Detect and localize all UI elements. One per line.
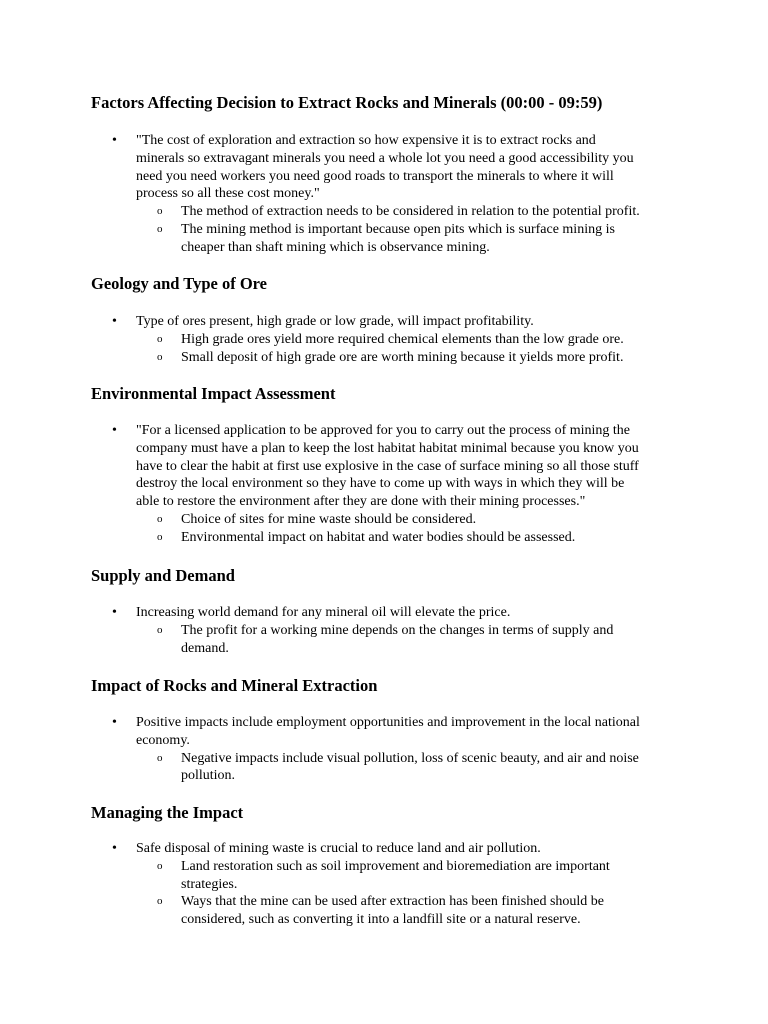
section-title: Managing the Impact bbox=[91, 803, 244, 822]
line-text: considered, such as converting it into a landfill site or a natural reserve. bbox=[181, 912, 581, 928]
list-item bbox=[0, 203, 768, 221]
list-item bbox=[0, 475, 768, 493]
line-text: Type of ores present, high grade or low grade, will impact profitability. bbox=[136, 314, 534, 329]
line-text: minerals so extravagant minerals you need a whole lot you need a good accessibility you bbox=[136, 150, 634, 166]
section-body bbox=[0, 313, 768, 366]
line-text: able to restore the environment after they are done with their mining processes." bbox=[136, 494, 586, 510]
line-text: demand. bbox=[181, 640, 229, 656]
list-item bbox=[0, 732, 768, 750]
list-item bbox=[0, 221, 768, 239]
section-body bbox=[0, 422, 768, 547]
section-title: Supply and Demand bbox=[91, 566, 235, 585]
list-item bbox=[0, 767, 768, 785]
list-item bbox=[0, 640, 768, 658]
list-item bbox=[0, 458, 768, 476]
line-text: economy. bbox=[136, 732, 190, 748]
section-body bbox=[0, 604, 768, 657]
line-text: process so all these cost money." bbox=[136, 186, 320, 202]
line-text: The profit for a working mine depends on the changes in terms of supply and bbox=[181, 622, 614, 638]
bullet-marker: • bbox=[112, 314, 117, 329]
bullet-marker: • bbox=[112, 423, 117, 438]
line-text: pollution. bbox=[181, 768, 236, 784]
list-item bbox=[0, 893, 768, 911]
section-title: Impact of Rocks and Mineral Extraction bbox=[91, 676, 378, 695]
bullet-marker: • bbox=[112, 715, 117, 730]
list-item bbox=[0, 714, 768, 732]
bullet-marker: • bbox=[112, 841, 117, 856]
line-text: Land restoration such as soil improvement and bioremediation are important bbox=[181, 858, 610, 874]
list-item bbox=[0, 840, 768, 858]
section-body bbox=[0, 714, 768, 785]
sub-bullet-marker: o bbox=[157, 350, 163, 363]
sub-bullet-marker: o bbox=[157, 205, 163, 218]
line-text: The mining method is important because open pits which is surface mining is bbox=[181, 221, 615, 237]
line-text: Ways that the mine can be used after extraction has been finished should be bbox=[181, 894, 605, 910]
section-body bbox=[0, 132, 768, 257]
line-text: "The cost of exploration and extraction so how expensive it is to extract rocks and bbox=[136, 133, 596, 148]
bullet-marker: • bbox=[112, 605, 117, 620]
list-item bbox=[0, 911, 768, 929]
line-text: Negative impacts include visual pollution, loss of scenic beauty, and air and noise bbox=[181, 750, 639, 766]
list-item bbox=[0, 493, 768, 511]
line-text: cheaper than shaft mining which is observance mining. bbox=[181, 239, 490, 255]
sub-bullet-marker: o bbox=[157, 332, 163, 345]
line-text: Environmental impact on habitat and water bodies should be assessed. bbox=[181, 529, 576, 545]
line-text: company must have a plan to keep the lost habitat habitat minimal because you know you bbox=[136, 440, 639, 456]
section-title: Geology and Type of Ore bbox=[91, 274, 268, 293]
line-text: The method of extraction needs to be considered in relation to the potential profit. bbox=[181, 204, 640, 220]
sub-bullet-marker: o bbox=[157, 512, 163, 525]
list-item bbox=[0, 622, 768, 640]
line-text: destroy the local environment so they have to come up with ways in which they will be bbox=[136, 476, 625, 492]
list-item bbox=[0, 239, 768, 257]
line-text: Safe disposal of mining waste is crucial to reduce land and air pollution. bbox=[136, 841, 541, 856]
sub-bullet-marker: o bbox=[157, 623, 163, 636]
list-item bbox=[0, 604, 768, 622]
line-text: have to clear the habit at first use explosive in the case of surface mining so all those stuff bbox=[136, 458, 639, 474]
sub-bullet-marker: o bbox=[157, 751, 163, 764]
section-title: Environmental Impact Assessment bbox=[91, 384, 336, 403]
list-item bbox=[0, 876, 768, 894]
sub-bullet-marker: o bbox=[157, 222, 163, 235]
list-item bbox=[0, 185, 768, 203]
line-text: "For a licensed application to be approved for you to carry out the process of mining the bbox=[136, 423, 631, 438]
sub-bullet-marker: o bbox=[157, 859, 163, 872]
list-item bbox=[0, 440, 768, 458]
list-item bbox=[0, 132, 768, 150]
list-item bbox=[0, 750, 768, 768]
line-text: Increasing world demand for any mineral oil will elevate the price. bbox=[136, 605, 511, 620]
list-item bbox=[0, 349, 768, 367]
line-text: need you need workers you need good roads to transport the minerals to where it will bbox=[136, 168, 614, 184]
section-title: Factors Affecting Decision to Extract Rocks and Minerals (00:00 - 09:59) bbox=[91, 93, 603, 112]
line-text: Positive impacts include employment opportunities and improvement in the local national bbox=[136, 715, 640, 730]
section-body bbox=[0, 840, 768, 929]
list-item bbox=[0, 313, 768, 331]
list-item bbox=[0, 511, 768, 529]
list-item bbox=[0, 331, 768, 349]
line-text: High grade ores yield more required chemical elements than the low grade ore. bbox=[181, 331, 624, 347]
line-text: Small deposit of high grade ore are worth mining because it yields more profit. bbox=[181, 349, 624, 365]
sub-bullet-marker: o bbox=[157, 530, 163, 543]
list-item bbox=[0, 858, 768, 876]
list-item bbox=[0, 168, 768, 186]
list-item bbox=[0, 150, 768, 168]
sub-bullet-marker: o bbox=[157, 895, 163, 908]
line-text: strategies. bbox=[181, 876, 238, 892]
bullet-marker: • bbox=[112, 133, 117, 148]
list-item bbox=[0, 529, 768, 547]
line-text: Choice of sites for mine waste should be considered. bbox=[181, 511, 477, 527]
list-item bbox=[0, 422, 768, 440]
